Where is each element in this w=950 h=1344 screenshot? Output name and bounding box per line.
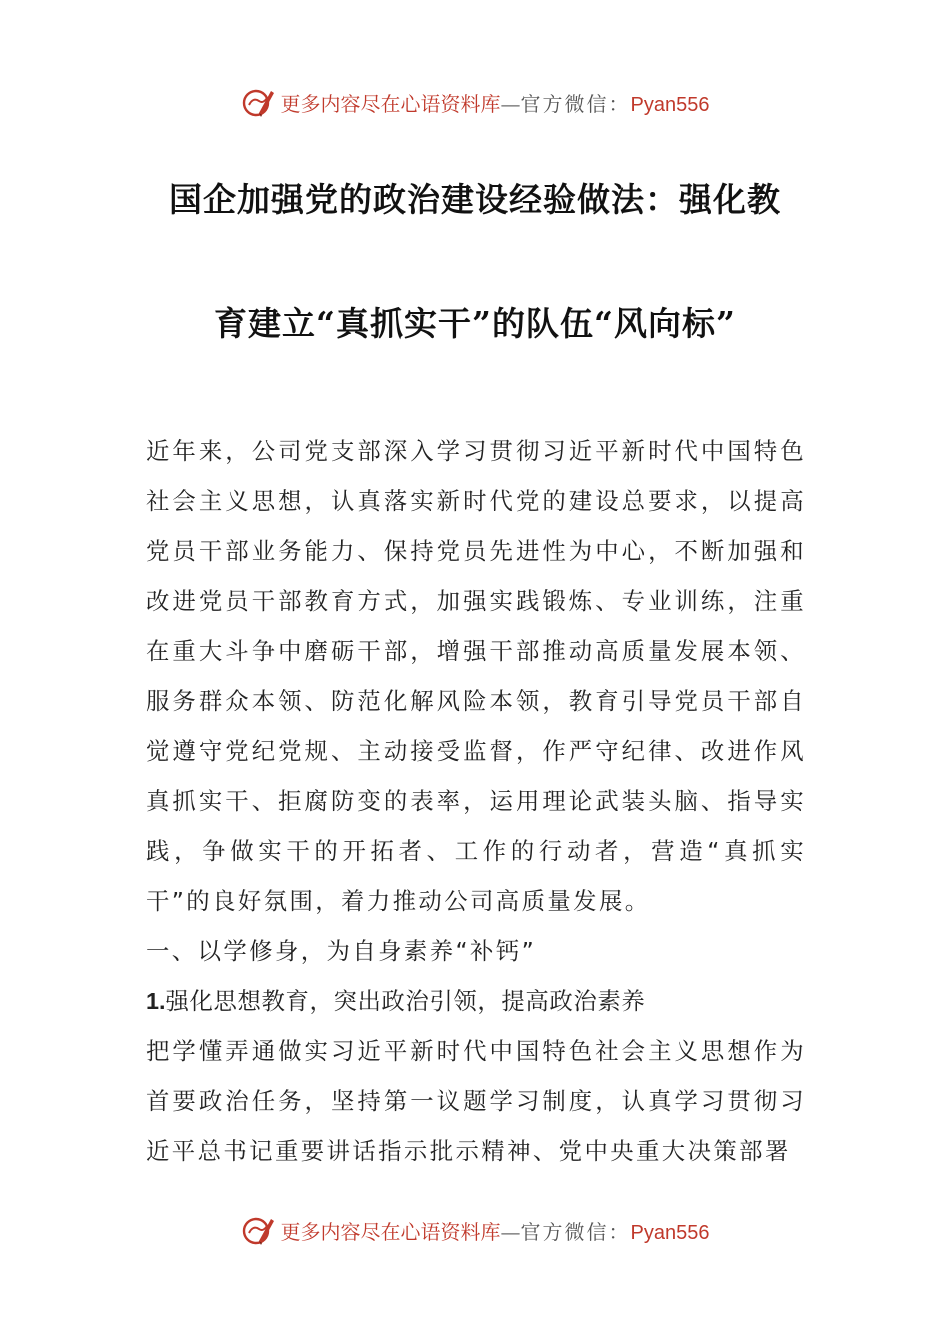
watermark-dash: — [500,91,521,116]
subsection-paragraph: 把学懂弄通做实习近平新时代中国特色社会主义思想作为首要政治任务，坚持第一议题学习制度，认真学习贯彻习近平总书记重要讲话指示批示精神、党中央重大决策部署 [146,1037,806,1165]
watermark-account: Pyan556 [630,93,710,116]
footer-watermark [0,1210,950,1250]
intro-paragraph: 近年来，公司党支部深入学习贯彻习近平新时代中国特色社会主义思想，认真落实新时代党的建设总要求，以提高党员干部业务能力、保持党员先进性为中心，不断加强和改进党员干部教育方式，加强实践锻炼、专业训练，注重在重大斗争中磨砺干部，增强干部推动高质量发展本领、服务群众本领、防范化解风险本领，教育引导党员干部自觉遵守党纪党规、主动接受监督，作严守纪律、改进作风真抓实干、拒腐防变的表率，运用理论武装头脑、指导实践，争做实干的开拓者、工作的行动者，营造“真抓实干”的良好氛围，着力推动公司高质量发展。 [146,437,806,915]
watermark-brand: 更多内容尽在心语资料库 [280,1219,501,1244]
subsection-heading-text: 强化思想教育，突出政治引领，提高政治素养 [165,987,646,1015]
header-watermark [0,82,950,122]
pen-writing-icon [241,1213,275,1247]
watermark-text [281,1216,710,1245]
subsection-heading [146,976,806,1026]
subsection-number: 1. [146,988,166,1014]
document-title-line-1: 国企加强党的政治建设经验做法：强化教 [169,180,781,219]
document-body [146,426,806,1176]
watermark-wechat-label: 官方微信： [520,91,631,116]
watermark-brand: 更多内容尽在心语资料库 [280,91,501,116]
section-heading: 一、以学修身，为自身素养“补钙” [146,937,537,965]
pen-writing-icon [241,85,275,119]
watermark-account: Pyan556 [630,1221,710,1244]
watermark-dash: — [500,1219,521,1244]
document-title-line-2: 育建立“真抓实干”的队伍“风向标” [214,304,736,343]
watermark-wechat-label: 官方微信： [520,1219,631,1244]
watermark-text [281,88,710,117]
